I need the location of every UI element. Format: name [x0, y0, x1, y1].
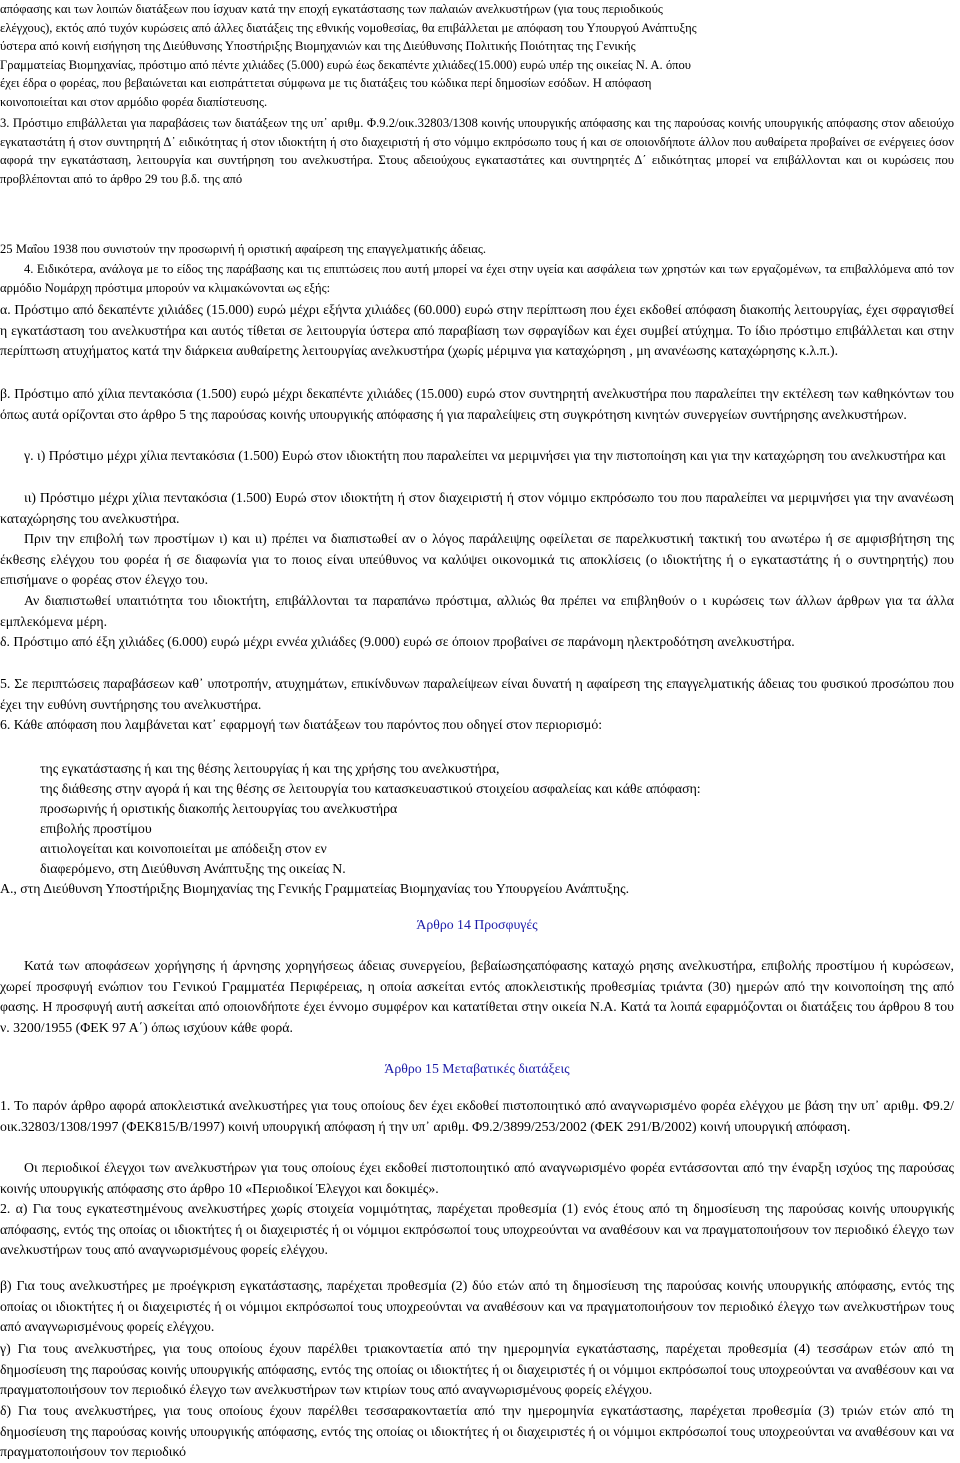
paragraph-6: 6. Κάθε απόφαση που λαμβάνεται κατ᾽ εφαρμογή των διατάξεων του παρόντος που οδηγεί στον περιορισμό:	[0, 717, 603, 732]
list-item: προσωρινής ή οριστικής διακοπής λειτουργίας του ανελκυστήρα	[40, 801, 398, 816]
list-item: της εγκατάστασης ή και της θέσης λειτουργίας ή και της χρήσης του ανελκυστήρα,	[40, 761, 500, 776]
text-line: κοινοποιείται και στον αρμόδιο φορέα διαπίστευσης.	[0, 94, 268, 109]
list-tail: Α., στη Διεύθυνση Υποστήριξης Βιομηχανίας της Γενικής Γραμματείας Βιομηχανίας του Υπουργείου Ανάπτυξης.	[0, 881, 630, 896]
paragraph-4: 4. Ειδικότερα, ανάλογα με το είδος της παράβασης και τις επιπτώσεις που αυτή μπορεί να έχει στην υγεία και ασφάλεια των χρηστών και των εργαζομένων, τα επιβαλλόμενα από τον αρμόδιο Νομάρχη πρόστιμα μπορούν να κλιμακώνονται ως εξής:	[0, 262, 954, 295]
paragraph-4b: β. Πρόστιμο από χίλια πεντακόσια (1.500) ευρώ μέχρι δεκαπέντε χιλιάδες (15.000) ευρώ στον συντηρητή ανελκυστήρα που παραλείπει την εκτέλεση των καθηκόντων του όπως αυτά ορίζονται στο άρθρο 5 της παρούσας κοινής υπουργικής απόφασης ή για παραλείψεις στη συγκρότηση κινητών συνεργείων συντήρησης ανελκυστήρων.	[0, 386, 954, 422]
paragraph-4g-liability: Αν διαπιστωθεί υπαιτιότητα του ιδιοκτήτη, επιβάλλονται τα παραπάνω πρόστιμα, αλλιώς θα πρέπει να επιβληθούν ο ι κυρώσεις των άλλων άρθρων για τα άλλα εμπλεκόμενα μέρη.	[0, 593, 954, 629]
article-15-paragraph-2d: δ) Για τους ανελκυστήρες, για τους οποίους έχουν παρέλθει τεσσαρακονταετία από την ημερομηνία εγκατάστασης, παρέχεται προθεσμία (3) τριών ετών από τη δημοσίευση της παρούσας κοινής υπουργικής απόφασης, εντός της οποίας οι ιδιοκτήτες ή οι διαχειριστές ή οι νόμιμοι εκπρόσωποί τους υποχρεούνται να αναθέσουν και να πραγματοποιήσουν τον περιοδικό	[0, 1403, 954, 1460]
paragraph-4d: δ. Πρόστιμο από έξη χιλιάδες (6.000) ευρώ μέχρι εννέα χιλιάδες (9.000) ευρώ σε όποιον προβαίνει σε παράνομη ηλεκτροδότηση ανελκυστήρα.	[0, 634, 795, 649]
list-item: επιβολής προστίμου	[40, 821, 152, 836]
text-line: έχει έδρα ο φορέας, που βεβαιώνεται και εισπράττεται σύμφωνα με τις διατάξεις του κώδικα περί δημοσίων εσόδων. Η απόφαση	[0, 76, 652, 91]
text-line: Γραμματείας Βιομηχανίας, πρόστιμο από πέντε χιλιάδες (5.000) ευρώ έως δεκαπέντε χιλιάδες(15.000) ευρώ υπέρ της οικείας Ν. Α. όπου	[0, 57, 692, 72]
text-line: ελέγχους), εκτός από τυχόν κυρώσεις από άλλες διατάξεις της εθνικής νομοθεσίας, θα επιβάλλεται με απόφαση του Υπουργού Ανάπτυξης	[0, 20, 697, 35]
intro-paragraph	[0, 0, 954, 112]
article-15-title: Άρθρο 15 Μεταβατικές διατάξεις	[384, 1061, 570, 1076]
paragraph-4g-note: Πριν την επιβολή των προστίμων ι) και ιι) πρέπει να διαπιστωθεί αν ο λόγος παράλειψης οφείλεται σε παρελκυστική τακτική του ανωτέρω ή σε αμφισβήτηση της έκθεσης ελέγχου του φορέα ή σε διαφωνία για το ποιος είναι υπεύθυνος να καλύψει οικονομικά τις αποκλίσεις (ο ιδιοκτήτης ή ο εγκαταστάτης ή ο συντηρητής) που επισήμανε ο φορέας στον έλεγχο του.	[0, 531, 954, 588]
paragraph-3-continuation: 25 Μαΐου 1938 που συνιστούν την προσωρινή ή οριστική αφαίρεση της επαγγελματικής άδειας.	[0, 242, 487, 256]
text-line: ύστερα από κοινή εισήγηση της Διεύθυνσης Υποστήριξης Βιομηχανιών και της Διεύθυνσης Πολιτικής Ποιότητας της Γενικής	[0, 39, 636, 54]
paragraph-5: 5. Σε περιπτώσεις παραβάσεων καθ᾽ υποτροπήν, ατυχημάτων, επικίνδυνων παραλείψεων είναι δυνατή η αφαίρεση της επαγγελματικής άδειας του φυσικού προσώπου που έχει την ευθύνη συντήρησης του ανελκυστήρα.	[0, 676, 954, 712]
paragraph-3: 3. Πρόστιμο επιβάλλεται για παραβάσεις των διατάξεων της υπ᾽ αριθμ. Φ.9.2/οικ.32803/1308 κοινής υπουργικής απόφασης και της παρούσας κοινής υπουργικής απόφασης στον αδειούχο εγκαταστάτη ή στον συντηρητή Δ᾽ ειδικότητας ή στον ιδιοκτήτη ή στο διαχειριστή ή στο νόμιμο εκπρόσωπο τους ή και σε οποιονδήποτε άλλον που αυθαίρετα προβαίνει σε ενέργειες όσον αφορά την εγκατάσταση, λειτουργία και συντήρηση του ανελκυστήρα. Στους αδειούχους εγκαταστάτες και συντηρητές Δ΄ ειδικότητας μπορεί να επιβάλλονται και οι κυρώσεις που προβλέπονται από το άρθρο 29 του β.δ. της από	[0, 116, 954, 186]
list-item: της διάθεσης στην αγορά ή και της θέσης σε λειτουργία του κατασκευαστικού στοιχείου ασφαλείας και κάθε απόφαση:	[40, 781, 701, 796]
article-14-text: Κατά των αποφάσεων χορήγησης ή άρνησης χορηγήσεως άδειας συνεργείου, βεβαίωσηςαπόφασης καταχώ ρησης ανελκυστήρα, επιβολής προστίμου ή κυρώσεων, χωρεί προσφυγή ενώπιον του Γενικού Γραμματέα Περιφέρειας, η οποία ασκείται εντός αποκλειστικής προθεσμίας τριάντα (30) ημερών από την κοινοποίηση της από φασης. Η προσφυγή αυτή ασκείται από οποιονδήποτε έχει έννομο συμφέρον και κατατίθεται στην οικεία Ν.Α. Κατά τα λοιπά εφαρμόζονται οι διατάξεις του άρθρου 8 του ν. 3200/1955 (ΦΕΚ 97 Α΄) όπως ισχύουν κάθε φορά.	[0, 958, 954, 1035]
paragraph-4g-i: γ. ι) Πρόστιμο μέχρι χίλια πεντακόσια (1.500) Ευρώ στον ιδιοκτήτη που παραλείπει να μεριμνήσει για την πιστοποίηση και για την καταχώρηση του ανελκυστήρα και	[24, 448, 946, 463]
article-15-paragraph-2c: γ) Για τους ανελκυστήρες, για τους οποίους έχουν παρέλθει τριακονταετία από την ημερομηνία εγκατάστασης, παρέχεται προθεσμία (4) τεσσάρων ετών από τη δημοσίευση της παρούσας κοινής υπουργικής απόφασης, εντός της οποίας οι ιδιοκτήτες ή οι διαχειριστές ή οι νόμιμοι εκπρόσωποί τους υποχρεούνται να αναθέσουν και να πραγματοποιήσουν τον περιοδικό έλεγχο των ανελκυστήρων των κτιρίων τους από αναγνωρισμένους φορείς ελέγχου.	[0, 1341, 954, 1398]
paragraph-4g-ii: ιι) Πρόστιμο μέχρι χίλια πεντακόσια (1.500) Ευρώ στον ιδιοκτήτη ή στον διαχειριστή ή στον νόμιμο εκπρόσωπο του που παραλείπει να μεριμνήσει για την ανανέωση καταχώρησης του ανελκυστήρα.	[0, 490, 954, 526]
list-item: διαφερόμενο, στη Διεύθυνση Ανάπτυξης της οικείας Ν.	[40, 861, 346, 876]
article-15-paragraph-1b: Οι περιοδικοί έλεγχοι των ανελκυστήρων για τους οποίους έχει εκδοθεί πιστοποιητικό από αναγνωρισμένο φορέα εντάσσονται από την έναρξη ισχύος της παρούσας κοινής υπουργικής απόφασης στο άρθρο 10 «Περιοδικοί Έλεγχοι και δοκιμές».	[0, 1160, 954, 1196]
article-15-paragraph-1: 1. Το παρόν άρθρο αφορά αποκλειστικά ανελκυστήρες για τους οποίους δεν έχει εκδοθεί πιστοποιητικό από αναγνωρισμένο φορέα ελέγχου με βάση την υπ᾽ αριθμ. Φ9.2/οικ.32803/1308/1997 (ΦΕΚ815/Β/1997) κοινή υπουργική απόφαση ή την υπ᾽ αριθμ. Φ9.2/3899/253/2002 (ΦΕΚ 291/Β/2002) κοινή υπουργική απόφαση.	[0, 1098, 954, 1134]
article-14-title: Άρθρο 14 Προσφυγές	[416, 917, 538, 932]
article-15-paragraph-2a: 2. α) Για τους εγκατεστημένους ανελκυστήρες χωρίς στοιχεία νομιμότητας, παρέχεται προθεσμία (1) ενός έτους από τη δημοσίευση της παρούσας κοινής υπουργικής απόφασης, εντός της οποίας οι ιδιοκτήτες ή οι διαχειριστές ή οι νόμιμοι εκπρόσωποί τους υποχρεούνται να αναθέσουν και να πραγματοποιήσουν τον περιοδικό έλεγχο των ανελκυστήρων τους από αναγνωρισμένους φορείς ελέγχου.	[0, 1201, 954, 1258]
text-line: απόφασης και των λοιπών διατάξεων που ίσχυαν κατά την εποχή εγκατάστασης των παλαιών ανελκυστήρων (για τους περιοδικούς	[0, 2, 663, 16]
list-item: αιτιολογείται και κοινοποιείται με απόδειξη στον εν	[40, 841, 327, 856]
paragraph-4a: α. Πρόστιμο από δεκαπέντε χιλιάδες (15.000) ευρώ μέχρι εξήντα χιλιάδες (60.000) ευρώ στην περίπτωση που έχει εκδοθεί απόφαση διακοπής λειτουργίας, έχει σφραγισθεί η εγκατάσταση του ανελκυστήρα και αυτός τίθεται σε λειτουργία ύστερα από παραβίαση των σφραγίδων και έχει συμβεί ατύχημα. Το ίδιο πρόστιμο επιβάλλεται και στην περίπτωση ατυχήματος κατά την διάρκεια αυθαίρετης λειτουργίας ανελκυστήρα (χωρίς μέριμνα για καταχώρηση , μη ανανέωσης καταχώρησης κ.λ.π.).	[0, 302, 954, 359]
article-15-paragraph-2b: β) Για τους ανελκυστήρες με προέγκριση εγκατάστασης, παρέχεται προθεσμία (2) δύο ετών από τη δημοσίευση της παρούσας κοινής υπουργικής απόφασης, εντός της οποίας οι ιδιοκτήτες ή οι διαχειριστές ή οι νόμιμοι εκπρόσωποί τους υποχρεούνται να αναθέσουν και να πραγματοποιήσουν τον περιοδικό έλεγχο των ανελκυστήρων τους από αναγνωρισμένους φορείς ελέγχου.	[0, 1278, 954, 1335]
